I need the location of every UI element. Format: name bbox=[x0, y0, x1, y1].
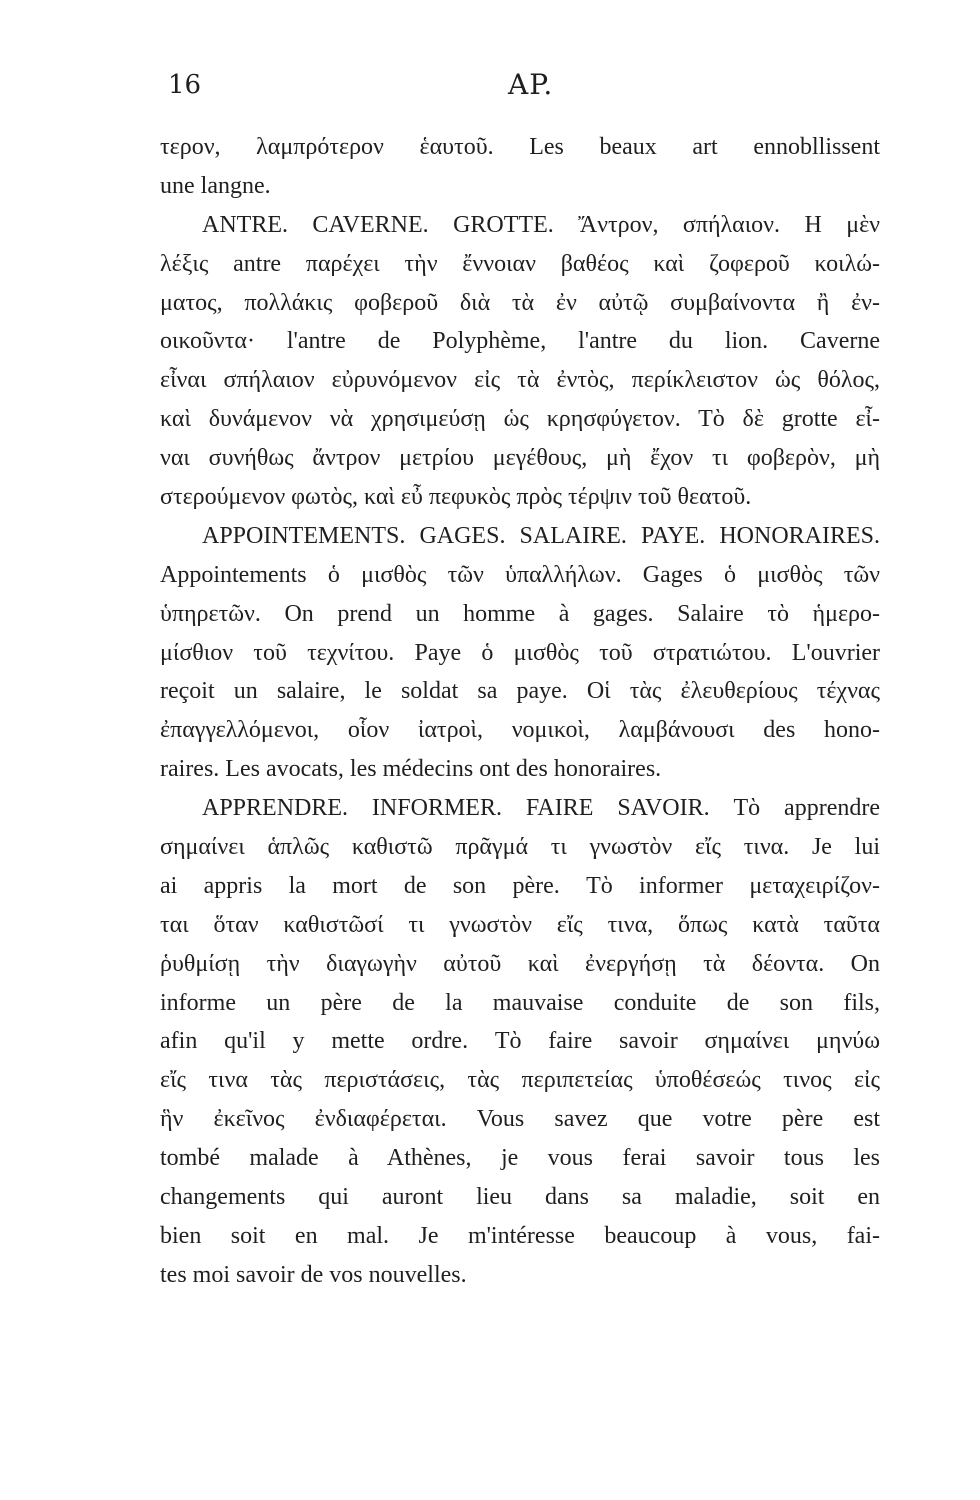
page-number: 16 bbox=[168, 70, 202, 100]
text-line: afin qu'il y mette ordre. Τὸ faire savoir σημαίνει μηνύω bbox=[160, 1028, 880, 1055]
text-line: ἣν ἐκεῖνος ἐνδιαφέρεται. Vous savez que votre père est bbox=[160, 1106, 880, 1133]
text-line: λέξις antre παρέχει τὴν ἔννοιαν βαθέος καὶ ζοφεροῦ κοιλώ- bbox=[160, 250, 880, 277]
text-line: ῥυθμίσῃ τὴν διαγωγὴν αὐτοῦ καὶ ἐνεργήσῃ τὰ δέοντα. On bbox=[160, 950, 880, 977]
text-line: ματος, πολλάκις φοβεροῦ διὰ τὰ ἐν αὐτῷ συμβαίνοντα ἢ ἐν- bbox=[160, 289, 880, 316]
text-line: bien soit en mal. Je m'intéresse beaucoup à vous, fai- bbox=[160, 1222, 880, 1249]
entry-heading-line: APPRENDRE. INFORMER. FAIRE SAVOIR. Τὸ apprendre bbox=[202, 795, 880, 822]
text-line: ἐπαγγελλόμενοι, οἷον ἰατροὶ, νομικοὶ, λαμβάνουσι des hono- bbox=[160, 717, 880, 744]
text-line: ai appris la mort de son père. Τὸ informer μεταχειρίζον- bbox=[160, 872, 880, 899]
text-line: changements qui auront lieu dans sa maladie, soit en bbox=[160, 1184, 880, 1211]
text-line: tes moi savoir de vos nouvelles. bbox=[160, 1261, 467, 1288]
text-line: informe un père de la mauvaise conduite de son fils, bbox=[160, 989, 880, 1016]
text-line: μίσθιον τοῦ τεχνίτου. Paye ὁ μισθὸς τοῦ στρατιώτου. L'ouvrier bbox=[160, 639, 880, 666]
text-line: ὑπηρετῶν. On prend un homme à gages. Salaire τὸ ἡμερο- bbox=[160, 600, 880, 627]
entry-heading-line: ANTRE. CAVERNE. GROTTE. Ἄντρον, σπήλαιον. Η μὲν bbox=[202, 211, 880, 238]
running-head: AP. bbox=[508, 68, 554, 101]
text-line: τερον, λαμπρότερον ἑαυτοῦ. Les beaux art ennobllissent bbox=[160, 134, 880, 160]
text-line: raires. Les avocats, les médecins ont des honoraires. bbox=[160, 756, 662, 783]
text-line: εἶναι σπήλαιον εὐρυνόμενον εἰς τὰ ἐντὸς, περίκλειστον ὡς θόλος, bbox=[160, 367, 880, 394]
text-line: εἴς τινα τὰς περιστάσεις, τὰς περιπετείας ὑποθέσεώς τινος εἰς bbox=[160, 1067, 880, 1094]
text-line: ναι συνήθως ἄντρον μετρίου μεγέθους, μὴ ἔχον τι φοβερὸν, μὴ bbox=[160, 445, 880, 472]
text-line: ται ὅταν καθιστῶσί τι γνωστὸν εἴς τινα, ὅπως κατὰ ταῦτα bbox=[160, 911, 880, 938]
text-line: reçoit un salaire, le soldat sa paye. Οἱ τὰς ἐλευθερίους τέχνας bbox=[160, 678, 880, 705]
text-line: tombé malade à Athènes, je vous ferai savoir tous les bbox=[160, 1145, 880, 1172]
text-line: στερούμενον φωτὸς, καὶ εὖ πεφυκὸς πρὸς τέρψιν τοῦ θεατοῦ. bbox=[160, 484, 752, 511]
body-text bbox=[160, 128, 880, 1295]
text-line: οικοῦντα· l'antre de Polyphème, l'antre du lion. Caverne bbox=[160, 328, 880, 355]
entry-heading-line: APPOINTEMENTS. GAGES. SALAIRE. PAYE. HONORAIRES. bbox=[202, 522, 880, 549]
text-line: Appointements ὁ μισθὸς τῶν ὑπαλλήλων. Gages ὁ μισθὸς τῶν bbox=[160, 561, 880, 588]
text-line: une langne. bbox=[160, 172, 271, 199]
text-line: σημαίνει ἁπλῶς καθιστῶ πρᾶγμά τι γνωστὸν εἴς τινα. Je lui bbox=[160, 834, 880, 861]
text-line: καὶ δυνάμενον νὰ χρησιμεύσῃ ὡς κρησφύγετον. Τὸ δὲ grotte εἶ- bbox=[160, 406, 880, 433]
